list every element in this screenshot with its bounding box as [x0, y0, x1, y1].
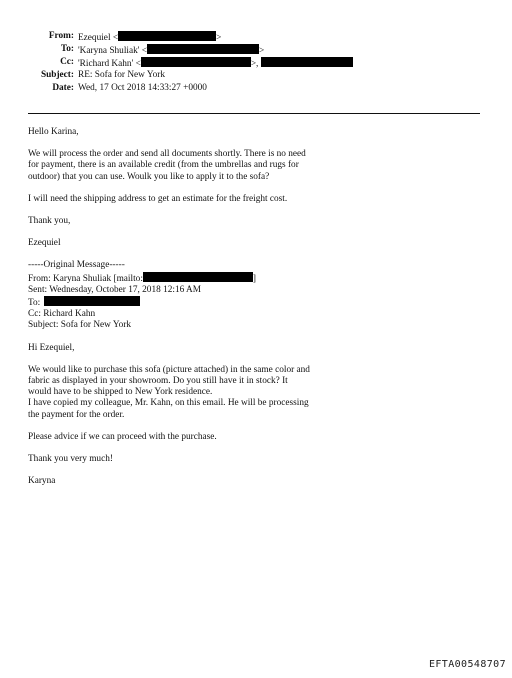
original-from-suffix: ] — [252, 273, 257, 284]
original-message-header — [28, 260, 358, 331]
to-name: 'Karyna Shuliak' < — [78, 46, 148, 56]
body-line: fabric as displayed in your showroom. Do you still have it in stock? It — [28, 376, 288, 387]
from-tail: > — [216, 33, 222, 43]
original-from-text: From: Karyna Shuliak [mailto: — [28, 273, 143, 284]
to-label: To: — [60, 44, 74, 54]
subject-label: Subject: — [40, 70, 74, 80]
cc-name: 'Richard Kahn' < — [78, 59, 141, 69]
cc-value — [78, 57, 353, 70]
body-line: would have to be shipped to New York residence. — [28, 387, 213, 398]
date-value: Wed, 17 Oct 2018 14:33:27 +0000 — [78, 83, 207, 93]
body-line: I have copied my colleague, Mr. Kahn, on this email. He will be processing — [28, 398, 309, 409]
body-line: We would like to purchase this sofa (picture attached) in the same color and — [28, 364, 310, 375]
reply-greeting: Hello Karina, — [28, 127, 79, 137]
original-paragraph-1 — [28, 365, 358, 421]
reply-closing: Thank you, — [28, 216, 71, 227]
header-divider — [28, 113, 480, 114]
original-greeting: Hi Ezequiel, — [28, 342, 75, 353]
from-value — [78, 31, 221, 44]
original-to-text: To: — [28, 298, 41, 309]
to-value — [78, 44, 264, 57]
redaction-box — [143, 272, 253, 282]
redaction-box — [147, 44, 259, 54]
original-paragraph-2: Please advice if we can proceed with the purchase. — [28, 431, 217, 442]
body-line: We will process the order and send all documents shortly. There is no need — [28, 149, 306, 160]
original-subject: Subject: Sofa for New York — [28, 320, 132, 331]
original-sent: Sent: Wednesday, October 17, 2018 12:16 AM — [28, 284, 202, 295]
original-signature: Karyna — [28, 476, 56, 487]
body-line: outdoor) that you can use. Woulk you like to apply it to the sofa? — [28, 171, 270, 182]
reply-paragraph-1 — [28, 149, 358, 183]
cc-tail: >, — [250, 59, 259, 69]
redaction-box — [141, 57, 251, 67]
body-line: for payment, there is an available credit (from the umbrellas and rugs for — [28, 160, 299, 171]
reply-signature: Ezequiel — [28, 238, 61, 249]
date-label: Date: — [52, 83, 74, 93]
from-name: Ezequiel < — [78, 33, 119, 43]
original-cc: Cc: Richard Kahn — [28, 309, 96, 320]
email-body — [28, 127, 358, 498]
original-from — [28, 272, 358, 285]
from-label: From: — [48, 31, 74, 41]
redaction-box — [118, 31, 216, 41]
body-line: the payment for the order. — [28, 409, 125, 420]
original-divider: -----Original Message----- — [28, 260, 125, 271]
cc-label: Cc: — [60, 57, 74, 67]
original-closing: Thank you very much! — [28, 454, 113, 465]
redaction-box — [44, 296, 140, 306]
reply-paragraph-2: I will need the shipping address to get an estimate for the freight cost. — [28, 193, 288, 204]
redaction-box — [261, 57, 353, 67]
subject-value: RE: Sofa for New York — [78, 70, 166, 80]
original-to — [28, 296, 358, 309]
to-tail: > — [259, 46, 265, 56]
document-id: EFTA00548707 — [428, 658, 506, 670]
